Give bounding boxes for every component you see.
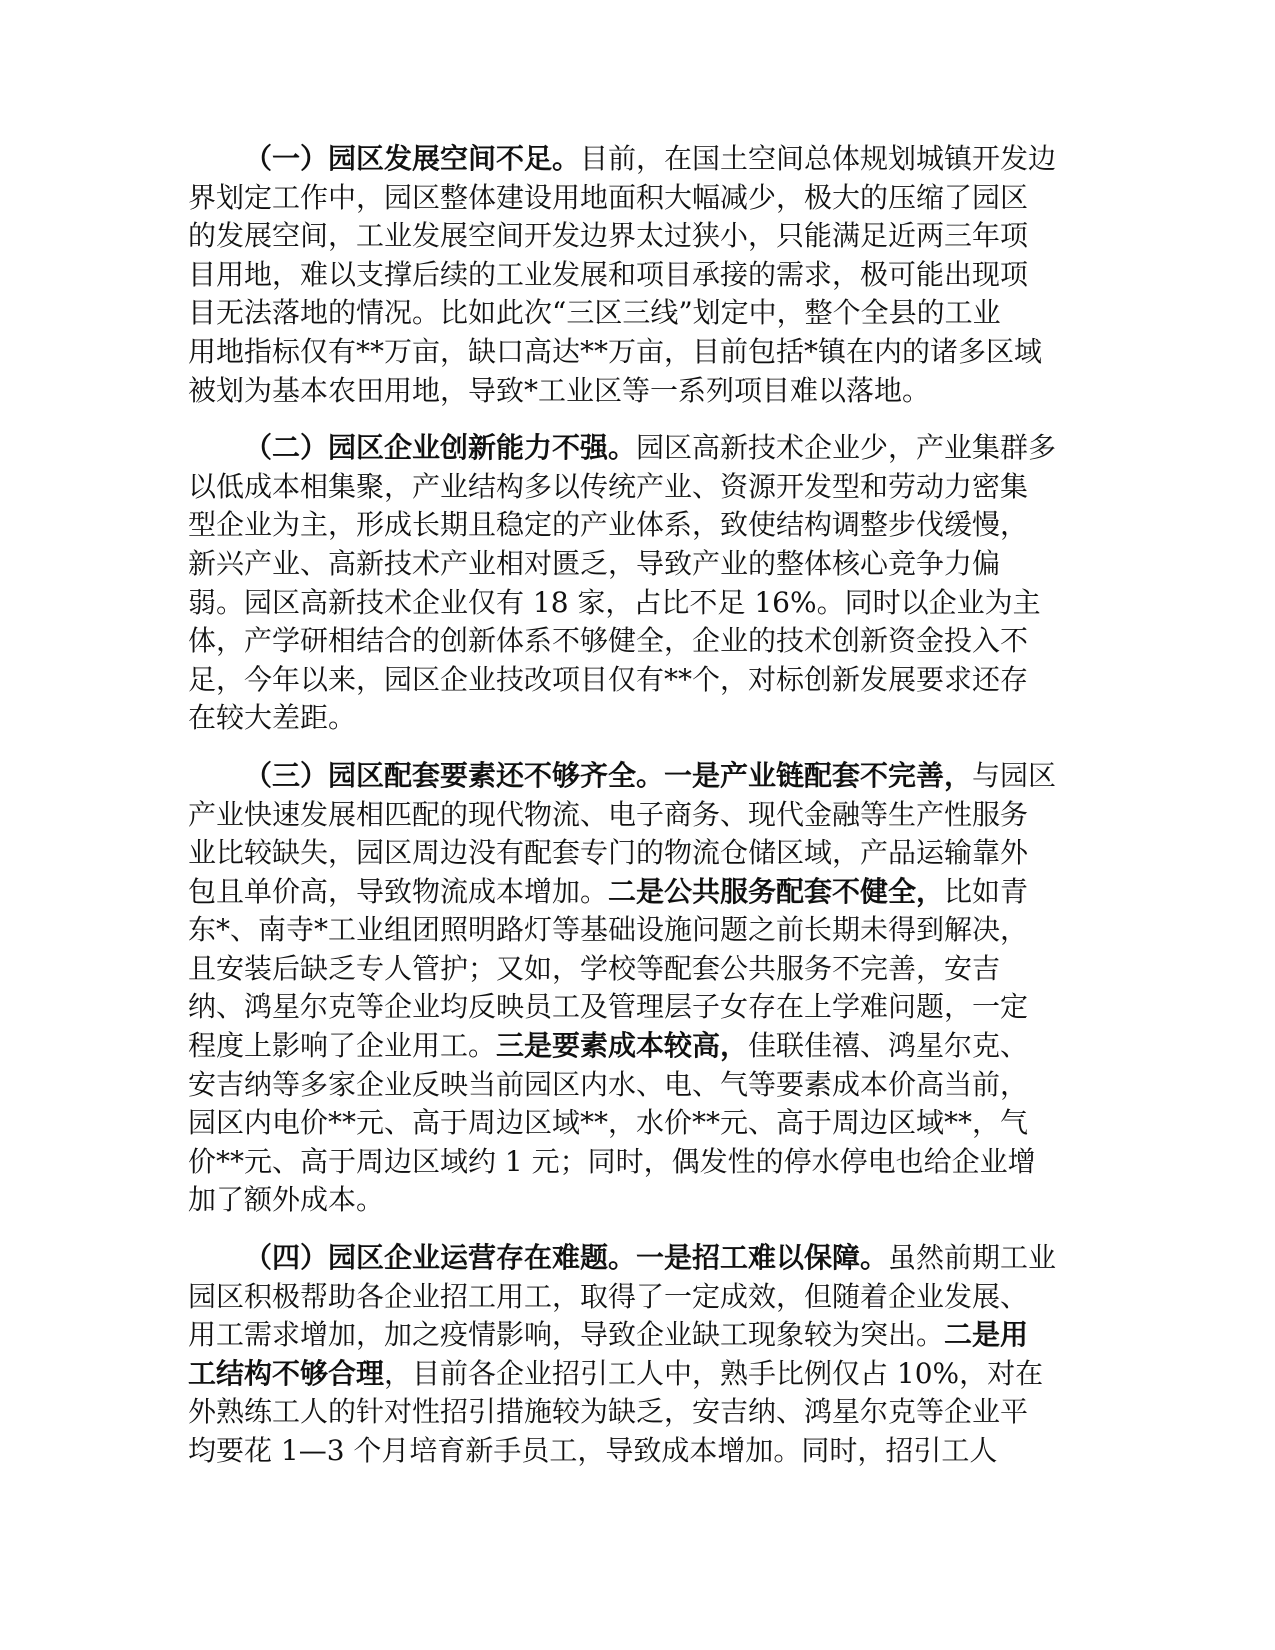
paragraph bbox=[188, 757, 1088, 1220]
body-text: 界划定工作中，园区整体建设用地面积大幅减少，极大的压缩了园区 bbox=[188, 180, 1029, 214]
body-text: 园区内电价**元、高于周边区域**，水价**元、高于周边区域**，气 bbox=[188, 1106, 1029, 1140]
body-text: 用地指标仅有**万亩，缺口高达**万亩，目前包括*镇在内的诸多区域 bbox=[188, 334, 1043, 368]
body-text: 东*、南寺*工业组团照明路灯等基础设施问题之前长期未得到解决， bbox=[188, 913, 1029, 947]
text-line bbox=[188, 1181, 1088, 1220]
text-line bbox=[188, 545, 1088, 584]
text-line bbox=[188, 950, 1088, 989]
paragraph bbox=[188, 140, 1088, 410]
body-text: 用工需求增加，加之疫情影响，导致企业缺工现象较为突出。 bbox=[188, 1318, 945, 1352]
body-text: 以低成本相集聚，产业结构多以传统产业、资源开发型和劳动力密集 bbox=[188, 469, 1029, 503]
text-line bbox=[188, 333, 1088, 372]
text-line bbox=[188, 796, 1088, 835]
body-text: 园区高新技术企业少，产业集群多 bbox=[636, 431, 1057, 465]
document-page bbox=[188, 140, 1088, 1490]
paragraph bbox=[188, 429, 1088, 738]
text-line bbox=[188, 1278, 1088, 1317]
text-line bbox=[188, 506, 1088, 545]
text-line bbox=[188, 1143, 1088, 1182]
text-line bbox=[188, 179, 1088, 218]
text-line bbox=[188, 294, 1088, 333]
body-text: 足，今年以来，园区企业技改项目仅有**个，对标创新发展要求还存 bbox=[188, 662, 1029, 696]
body-text: 与园区 bbox=[972, 758, 1057, 792]
body-text: 程度上影响了企业用工。 bbox=[188, 1029, 497, 1063]
text-line bbox=[188, 911, 1088, 950]
text-line bbox=[188, 256, 1088, 295]
text-line bbox=[188, 429, 1088, 468]
body-text: 在较大差距。 bbox=[188, 701, 357, 735]
text-line bbox=[188, 988, 1088, 1027]
bold-text: （二）园区企业创新能力不强。 bbox=[244, 431, 637, 465]
body-text: 安吉纳等多家企业反映当前园区内水、电、气等要素成本价高当前， bbox=[188, 1067, 1029, 1101]
bold-text: 三是要素成本较高， bbox=[496, 1029, 749, 1063]
body-text: 纳、鸿星尔克等企业均反映员工及管理层子女存在上学难问题，一定 bbox=[188, 990, 1029, 1024]
body-text: 的发展空间，工业发展空间开发边界太过狭小，只能满足近两三年项 bbox=[188, 219, 1029, 253]
text-line bbox=[188, 1027, 1088, 1066]
body-text: 目前，在国土空间总体规划城镇开发边 bbox=[580, 142, 1057, 175]
body-text: 体，产学研相结合的创新体系不够健全，企业的技术创新资金投入不 bbox=[188, 624, 1029, 658]
body-text: 目无法落地的情况。比如此次“三区三线”划定中，整个全县的工业 bbox=[188, 296, 1001, 330]
text-line bbox=[188, 622, 1088, 661]
text-line bbox=[188, 873, 1088, 912]
text-line bbox=[188, 372, 1088, 411]
paragraph bbox=[188, 1239, 1088, 1471]
text-line bbox=[188, 1316, 1088, 1355]
body-text: 园区积极帮助各企业招工用工，取得了一定成效，但随着企业发展、 bbox=[188, 1279, 1029, 1313]
text-line bbox=[188, 1239, 1088, 1278]
body-text: 产业快速发展相匹配的现代物流、电子商务、现代金融等生产性服务 bbox=[188, 797, 1029, 831]
body-text: 目用地，难以支撑后续的工业发展和项目承接的需求，极可能出现项 bbox=[188, 257, 1029, 291]
body-text: 新兴产业、高新技术产业相对匮乏，导致产业的整体核心竞争力偏 bbox=[188, 546, 1001, 580]
body-text: 加了额外成本。 bbox=[188, 1183, 385, 1217]
text-line bbox=[188, 1104, 1088, 1143]
text-line bbox=[188, 1393, 1088, 1432]
text-line bbox=[188, 217, 1088, 256]
text-line bbox=[188, 1066, 1088, 1105]
text-line bbox=[188, 468, 1088, 507]
body-text: 被划为基本农田用地，导致*工业区等一系列项目难以落地。 bbox=[188, 373, 931, 407]
bold-text: （四）园区企业运营存在难题。一是招工难以保障。 bbox=[244, 1241, 889, 1275]
text-line bbox=[188, 140, 1088, 179]
body-text: 且安装后缺乏专人管护；又如，学校等配套公共服务不完善，安吉 bbox=[188, 951, 1001, 985]
text-line bbox=[188, 699, 1088, 738]
text-line bbox=[188, 834, 1088, 873]
bold-text: 二是用 bbox=[944, 1318, 1029, 1352]
body-text: 佳联佳禧、鸿星尔克、 bbox=[748, 1029, 1029, 1063]
body-text: 型企业为主，形成长期且稳定的产业体系，致使结构调整步伐缓慢， bbox=[188, 508, 1029, 542]
text-line bbox=[188, 661, 1088, 700]
body-text: 外熟练工人的针对性招引措施较为缺乏，安吉纳、鸿星尔克等企业平 bbox=[188, 1395, 1029, 1429]
body-text: 价**元、高于周边区域约 1 元；同时，偶发性的停水停电也给企业增 bbox=[188, 1144, 1036, 1178]
body-text: 虽然前期工业 bbox=[888, 1241, 1057, 1275]
text-line bbox=[188, 1355, 1088, 1394]
body-text: 均要花 1—3 个月培育新手员工，导致成本增加。同时，招引工人 bbox=[188, 1434, 998, 1467]
text-line bbox=[188, 1432, 1088, 1471]
body-text: 业比较缺失，园区周边没有配套专门的物流仓储区域，产品运输靠外 bbox=[188, 836, 1029, 870]
bold-text: 二是公共服务配套不健全， bbox=[608, 874, 945, 908]
body-text: 包且单价高，导致物流成本增加。 bbox=[188, 874, 609, 908]
body-text: ，目前各企业招引工人中，熟手比例仅占 10%，对在 bbox=[384, 1356, 1044, 1390]
text-line bbox=[188, 584, 1088, 623]
body-text: 弱。园区高新技术企业仅有 18 家，占比不足 16%。同时以企业为主 bbox=[188, 585, 1041, 619]
bold-text: （三）园区配套要素还不够齐全。一是产业链配套不完善， bbox=[244, 758, 973, 792]
bold-text: （一）园区发展空间不足。 bbox=[244, 142, 581, 175]
body-text: 比如青 bbox=[944, 874, 1029, 908]
text-line bbox=[188, 757, 1088, 796]
bold-text: 工结构不够合理 bbox=[188, 1356, 385, 1390]
